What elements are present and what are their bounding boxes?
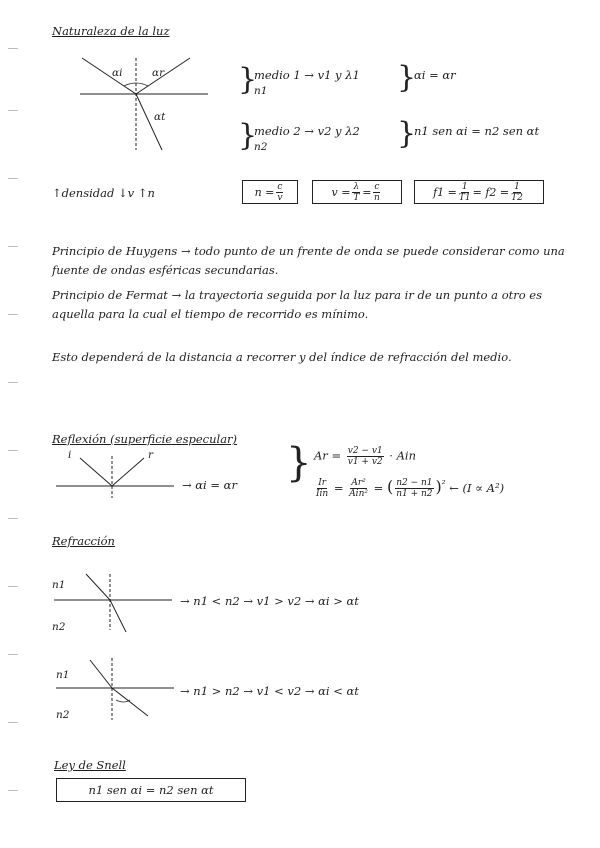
- i-eq1: =: [333, 480, 344, 495]
- huygens-principle: Principio de Huygens → todo punto de un frente de onda se puede considerar como una fuente de ondas esféricas secundarias.: [52, 244, 565, 277]
- margin-mark: [8, 110, 18, 113]
- angle-label-transmitted: αt: [154, 111, 166, 123]
- section-heading-snell: Ley de Snell: [54, 758, 126, 772]
- reflection-diagram: [56, 450, 176, 500]
- brace-reflection: }: [286, 440, 312, 486]
- margin-mark: [8, 382, 18, 385]
- margin-mark: [8, 450, 18, 453]
- ar-lhs: Ar =: [314, 448, 342, 463]
- medio1-index: n1: [254, 85, 268, 97]
- fraction-c-over-v: [276, 182, 283, 203]
- box2-den1: T: [353, 192, 360, 203]
- ray-label-reflected: r: [148, 449, 154, 461]
- i-mid-num: Ar²: [351, 478, 366, 489]
- box2-eq: =: [362, 185, 372, 199]
- refraction-diagram-2: [56, 656, 176, 722]
- angle-label-incident: αi: [112, 67, 123, 79]
- box3-num2: 1: [514, 181, 520, 192]
- case2-label-n2: n2: [56, 709, 70, 721]
- case1-chain: → n1 < n2 → v1 > v2 → αi > αt: [180, 594, 359, 608]
- box3-num1: 1: [461, 181, 468, 192]
- fraction-1-over-t2: [511, 182, 523, 203]
- result-reflection-law: αi = αr: [414, 68, 456, 82]
- brace-medio1: }: [238, 62, 258, 97]
- medio2-line: medio 2 → v2 y λ2: [254, 124, 360, 138]
- fraction-intensity: [316, 478, 328, 499]
- box2-num2: c: [374, 181, 380, 192]
- fraction-lambda-over-t: [352, 182, 360, 203]
- box1-lhs: n =: [254, 185, 275, 199]
- ar-num: v2 − v1: [347, 446, 383, 456]
- fraction-velocity: [347, 446, 384, 467]
- i-paren-den: n1 + n2: [396, 489, 433, 500]
- result-snell-inline: n1 sen αi = n2 sen αt: [414, 124, 540, 138]
- ar-tail: · Ain: [389, 448, 416, 463]
- snell-law-box: n1 sen αi = n2 sen αt: [56, 778, 246, 802]
- box-speed-formula: [312, 180, 402, 204]
- margin-mark: [8, 654, 18, 657]
- margin-mark: [8, 518, 18, 521]
- i-mid-den: Ain²: [349, 489, 368, 500]
- margin-mark: [8, 178, 18, 181]
- reflection-result: → αi = αr: [182, 478, 237, 492]
- margin-mark: [8, 722, 18, 725]
- brace-result1: }: [397, 60, 417, 95]
- box2-num1: λ: [353, 181, 360, 192]
- margin-mark: [8, 246, 18, 249]
- angle-label-reflected: αr: [152, 67, 165, 79]
- box3-lhs: f1 =: [433, 185, 457, 199]
- medio1-line: medio 1 → v1 y λ1: [254, 68, 360, 82]
- box3-eq: = f2 =: [472, 185, 510, 199]
- fraction-index: [395, 478, 433, 499]
- case2-chain: → n1 > n2 → v1 < v2 → αi < αt: [180, 684, 359, 698]
- i-tail: ← (I ∝ A²): [449, 480, 505, 495]
- fermat-note: Esto dependerá de la distancia a recorrer y del índice de refracción del medio.: [52, 350, 512, 364]
- medio2-index: n2: [254, 141, 268, 153]
- section-heading-reflection: Reflexión (superficie especular): [52, 432, 238, 446]
- margin-mark: [8, 314, 18, 317]
- brace-result2: }: [397, 116, 417, 151]
- fraction-1-over-t1: [459, 182, 471, 203]
- fraction-amplitude-squared: [349, 478, 368, 499]
- section-heading-refraction: Refracción: [52, 534, 115, 548]
- box3-den1: T1: [458, 192, 471, 203]
- box-index-formula: [242, 180, 298, 204]
- fraction-c-over-n: [373, 182, 380, 203]
- i-lhs-num: Ir: [318, 478, 327, 489]
- fermat-principle: Principio de Fermat → la trayectoria seguida por la luz para ir de un punto a otro es aquella para la cual el tiempo de recorrido es mínimo.: [52, 288, 543, 321]
- box-frequency-formula: [414, 180, 544, 204]
- refraction-diagram-1: [54, 572, 174, 632]
- margin-mark: [8, 790, 18, 793]
- box3-den2: T2: [511, 192, 523, 203]
- ar-den: v1 + v2: [347, 457, 383, 467]
- case1-label-n1: n1: [52, 579, 66, 591]
- i-power: ²: [441, 479, 446, 490]
- margin-mark: [8, 586, 18, 589]
- case1-label-n2: n2: [52, 621, 66, 633]
- section-heading-nature: Naturaleza de la luz: [52, 24, 170, 38]
- intensity-formula: $\frac{Ir}{\text{Iin}}$ = $\frac{\text{Ar²}}{\text{Ain²}}$ = ( $\frac{n2 - n1}{n1 + n2}$ )$^{^2}$ ← (I ∝ A²): [316, 476, 505, 500]
- i-lhs-den: Iin: [316, 489, 329, 500]
- i-eq2: =: [373, 480, 384, 495]
- box2-den2: n: [374, 192, 380, 203]
- density-relation: ↑densidad ↓v ↑n: [52, 186, 155, 200]
- brace-medio2: }: [238, 118, 258, 153]
- box1-num: c: [277, 181, 283, 192]
- ray-label-incident: i: [68, 449, 72, 461]
- amplitude-formula: [314, 446, 416, 467]
- i-paren-num: n2 − n1: [396, 478, 433, 489]
- case2-label-n1: n1: [56, 669, 70, 681]
- box2-lhs: v =: [331, 185, 351, 199]
- incidence-diagram: [80, 58, 210, 158]
- box1-den: v: [277, 192, 283, 203]
- margin-mark: [8, 48, 18, 51]
